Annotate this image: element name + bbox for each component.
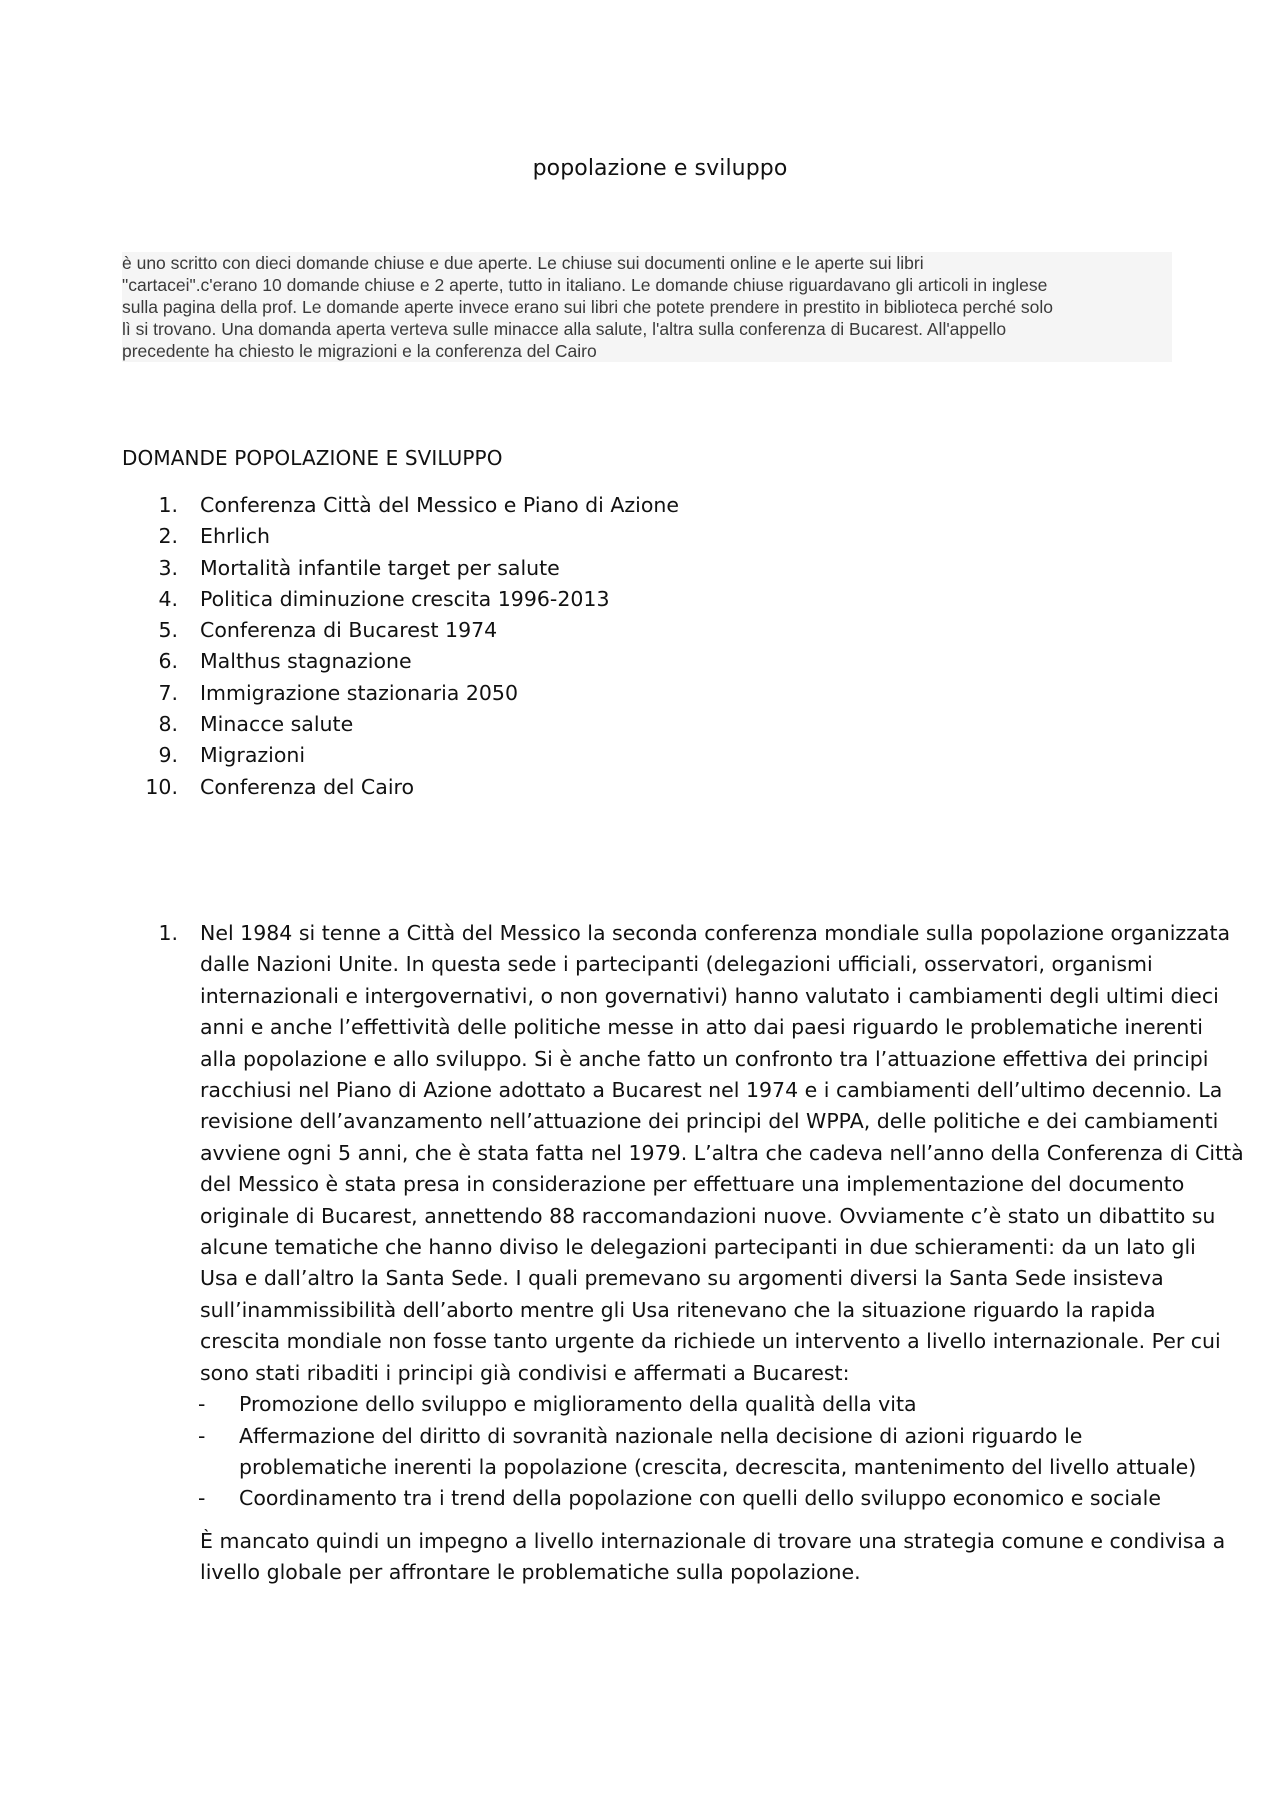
list-item: [122, 709, 679, 740]
answer-section: [122, 918, 1244, 1589]
list-number: 2.: [158, 524, 178, 549]
bullet-line: problematiche inerenti la popolazione (crescita, decrescita, mantenimento del livello attuale): [239, 1454, 1197, 1479]
list-number: 8.: [158, 712, 178, 737]
answer-line: alcune tematiche che hanno diviso le delegazioni partecipanti in due schieramenti: da un lato gli: [200, 1235, 1196, 1260]
list-number: 5.: [158, 618, 178, 643]
list-item-text: Mortalità infantile target per salute: [200, 555, 560, 580]
answer-line: revisione dell’avanzamento nell’attuazione dei principi del WPPA, delle politiche e dei cambiamenti: [200, 1109, 1219, 1134]
answer-line: sono stati ribaditi i principi già condivisi e affermati a Bucarest:: [200, 1360, 850, 1385]
answer-line: anni e anche l’effettività delle politiche messe in atto dai paesi riguardo le problematiche inerenti: [200, 1015, 1203, 1040]
bullet-dash: -: [198, 1486, 206, 1511]
intro-line: precedente ha chiesto le migrazioni e la conferenza del Cairo: [122, 341, 597, 361]
bullet-line: Coordinamento tra i trend della popolazione con quelli dello sviluppo economico e sociale: [239, 1486, 1161, 1511]
intro-line: sulla pagina della prof. Le domande aperte invece erano sui libri che potete prendere in prestito in biblioteca perché solo: [122, 297, 1054, 317]
intro-paragraph: [122, 252, 1172, 362]
list-item: [122, 740, 679, 771]
answer-line: dalle Nazioni Unite. In questa sede i partecipanti (delegazioni ufficiali, osservatori, organismi: [200, 952, 1153, 977]
answer-line: crescita mondiale non fosse tanto urgente da richiede un intervento a livello internazionale. Per cui: [200, 1329, 1221, 1354]
answer-line: Nel 1984 si tenne a Città del Messico la seconda conferenza mondiale sulla popolazione organizzata: [200, 921, 1231, 945]
list-item-text: Malthus stagnazione: [200, 649, 412, 674]
list-item: [122, 772, 679, 803]
list-item-text: Conferenza Città del Messico e Piano di Azione: [200, 493, 679, 517]
bullet-line: Promozione dello sviluppo e miglioramento della qualità della vita: [239, 1392, 917, 1417]
list-number: 3.: [158, 555, 178, 580]
principles-list: [198, 1389, 1197, 1515]
answer-body: [198, 918, 1244, 1589]
list-number: 10.: [145, 774, 178, 799]
questions-list: [122, 490, 679, 803]
answer-line: originale di Bucarest, annettendo 88 raccomandazioni nuove. Ovviamente c’è stato un dibattito su: [200, 1203, 1216, 1228]
list-item: [122, 678, 679, 709]
intro-line: lì si trovano. Una domanda aperta verteva sulle minacce alla salute, l'altra sulla conferenza di Bucarest. All'appello: [122, 319, 1007, 339]
list-item: [122, 553, 679, 584]
answer-line: Usa e dall’altro la Santa Sede. I quali premevano su argomenti diversi la Santa Sede insisteva: [200, 1266, 1164, 1291]
bullet-item: [122, 1421, 1197, 1484]
list-item-text: Conferenza del Cairo: [200, 774, 415, 799]
list-item-text: Conferenza di Bucarest 1974: [200, 618, 498, 643]
intro-line: è uno scritto con dieci domande chiuse e due aperte. Le chiuse sui documenti online e le aperte sui libri: [122, 253, 924, 273]
answer-number: 1.: [158, 921, 178, 945]
intro-line: "cartacei".c'erano 10 domande chiuse e 2 aperte, tutto in italiano. Le domande chiuse riguardavano gli articoli in inglese: [122, 275, 1048, 295]
answer-line: alla popolazione e allo sviluppo. Si è anche fatto un confronto tra l’attuazione effettiva dei principi: [200, 1046, 1209, 1071]
list-item-text: Ehrlich: [200, 524, 271, 549]
list-item-text: Migrazioni: [200, 743, 306, 768]
answer-line: sull’inammissibilità dell’aborto mentre gli Usa ritenevano che la situazione riguardo la rapida: [200, 1297, 1156, 1322]
bullet-dash: -: [198, 1392, 206, 1417]
answer-line: del Messico è stata presa in considerazione per effettuare una implementazione del documento: [200, 1172, 1185, 1197]
list-number: 1.: [158, 493, 178, 517]
list-item: [122, 615, 679, 646]
list-item: [122, 584, 679, 615]
closing-paragraph: [200, 1526, 1226, 1589]
answer-line: racchiusi nel Piano di Azione adottato a Bucarest nel 1974 e i cambiamenti dell’ultimo decennio. La: [200, 1078, 1223, 1103]
bullet-item: [122, 1389, 1182, 1420]
bullet-dash: -: [198, 1423, 206, 1448]
list-item-text: Politica diminuzione crescita 1996-2013: [200, 586, 610, 611]
list-item: [122, 490, 679, 521]
closing-line: È mancato quindi un impegno a livello internazionale di trovare una strategia comune e condivisa a: [200, 1528, 1226, 1553]
document-title: popolazione e sviluppo: [532, 156, 788, 181]
list-item-text: Minacce salute: [200, 712, 354, 737]
closing-line: livello globale per affrontare le problematiche sulla popolazione.: [200, 1560, 861, 1585]
answer-line: avviene ogni 5 anni, che è stata fatta nel 1979. L’altra che cadeva nell’anno della Conferenza di Città: [200, 1140, 1244, 1165]
list-item-text: Immigrazione stazionaria 2050: [200, 680, 519, 705]
list-number: 4.: [158, 586, 178, 611]
list-number: 6.: [158, 649, 178, 674]
list-number: 9.: [158, 743, 178, 768]
bullet-item: [122, 1483, 1182, 1514]
answer-line: internazionali e intergovernativi, o non governativi) hanno valutato i cambiamenti degli ultimi dieci: [200, 983, 1219, 1008]
questions-heading: DOMANDE POPOLAZIONE E SVILUPPO: [122, 446, 503, 470]
list-item: [122, 521, 679, 552]
list-item: [122, 646, 679, 677]
bullet-line: Affermazione del diritto di sovranità nazionale nella decisione di azioni riguardo le: [239, 1423, 1083, 1448]
list-number: 7.: [158, 680, 178, 705]
